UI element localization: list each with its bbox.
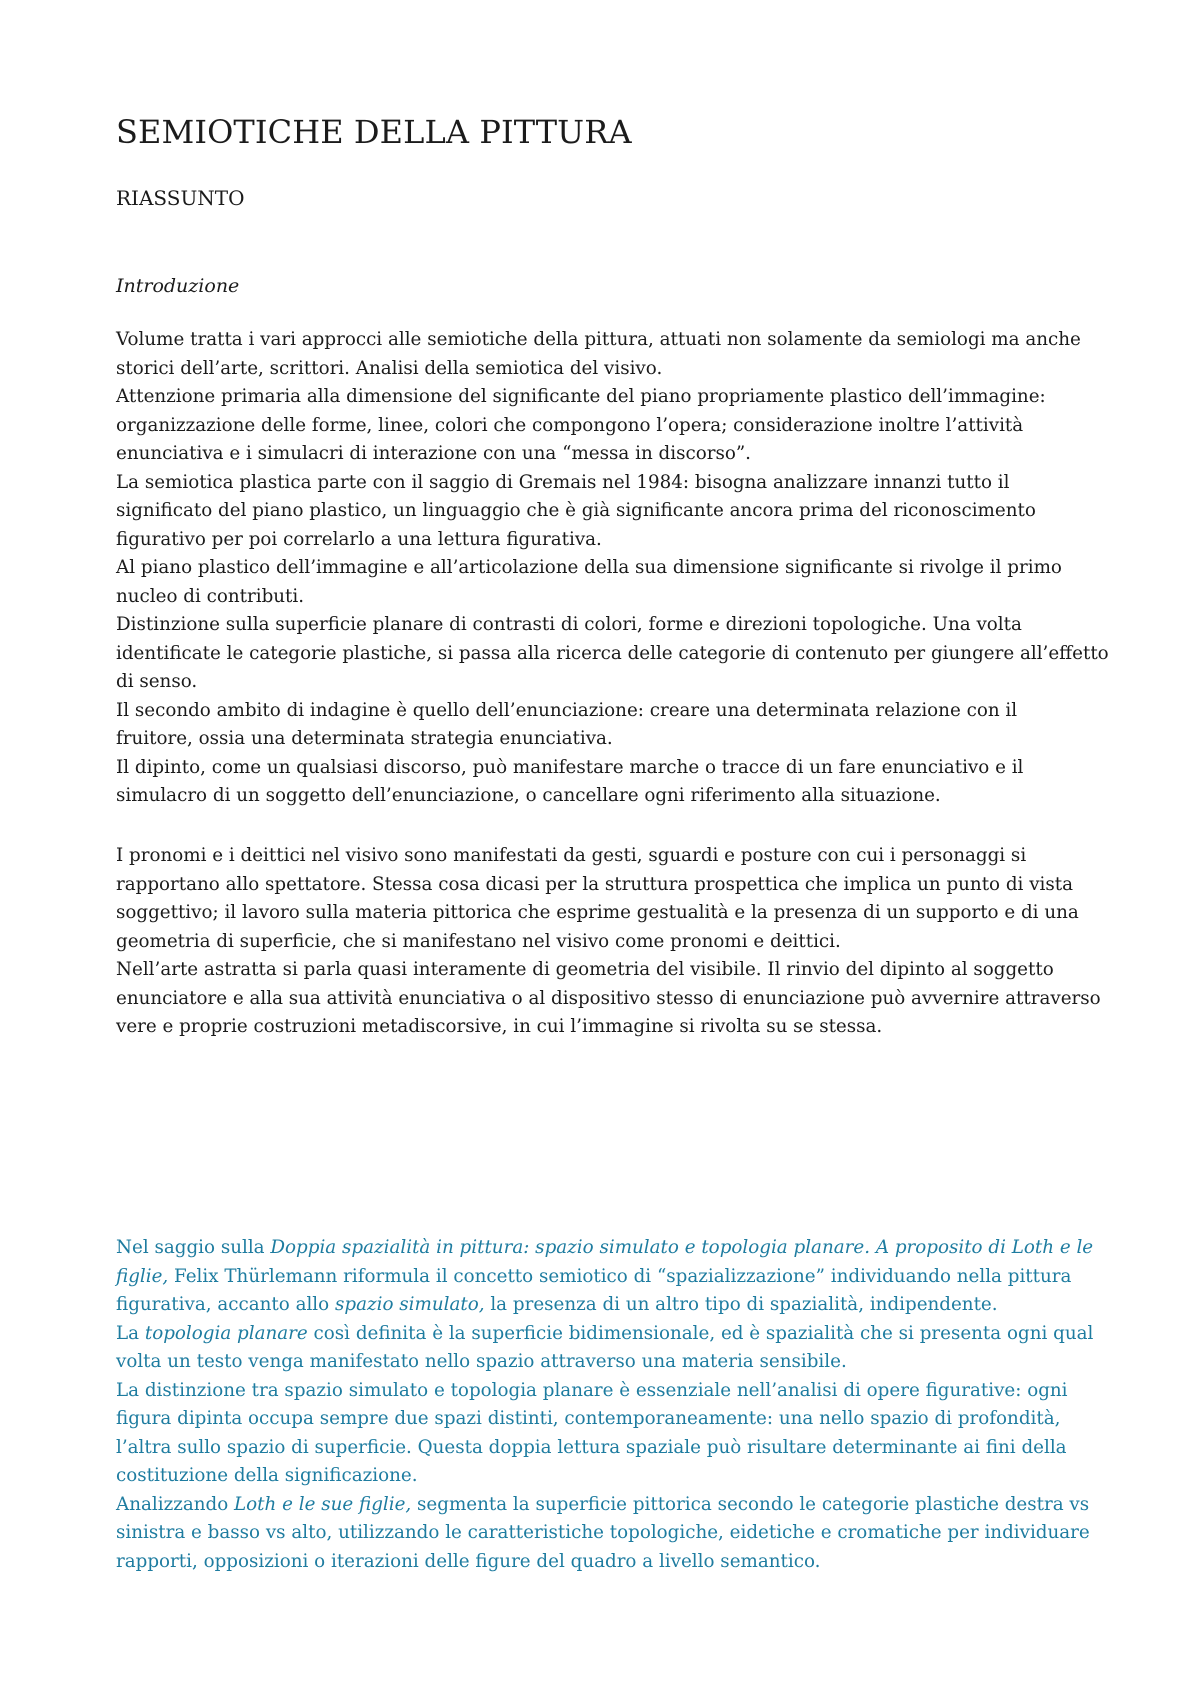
section-heading-introduzione: Introduzione <box>116 275 240 297</box>
text-line: soggettivo; il lavoro sulla materia pittorica che esprime gestualità e la presenza di un supporto e di una <box>116 902 1079 923</box>
text-line: identificate le categorie plastiche, si passa alla ricerca delle categorie di contenuto per giungere all’effetto <box>116 642 1109 664</box>
text-line: di senso. <box>116 671 198 692</box>
text-run: Nel saggio sulla <box>116 1237 271 1258</box>
text-line <box>116 1234 1094 1263</box>
italic-term-run: topologia planare <box>144 1322 308 1344</box>
text-line: nucleo di contributi. <box>116 585 305 607</box>
text-line: Volume tratta i vari approcci alle semiotiche della pittura, attuati non solamente da semiologi ma anche <box>116 329 1081 350</box>
text-line: costituzione della significazione. <box>116 1465 418 1486</box>
text-run: così definita è la superficie bidimensionale, ed è spazialità che si presenta ogni qual <box>307 1322 1094 1344</box>
text-line: volta un testo venga manifestato nello spazio attraverso una materia sensibile. <box>116 1351 847 1372</box>
text-line: fruitore, ossia una determinata strategia enunciativa. <box>116 728 613 749</box>
document-subtitle: RIASSUNTO <box>116 186 245 210</box>
italic-title-run: Doppia spazialità in pittura: spazio simulato e topologia planare. A proposito di Loth e le <box>270 1237 1094 1258</box>
text-line: organizzazione delle forme, linee, colori che compongono l’opera; considerazione inoltre l’attività <box>116 414 1024 436</box>
intro-paragraph-block <box>116 326 1109 811</box>
text-line: Attenzione primaria alla dimensione del significante del piano propriamente plastico dell’immagine: <box>116 386 1046 407</box>
text-line: vere e proprie costruzioni metadiscorsive, in cui l’immagine si rivolta su se stessa. <box>116 1016 883 1037</box>
text-line: Al piano plastico dell’immagine e all’articolazione della sua dimensione significante si rivolge il primo <box>116 557 1062 578</box>
text-run: figurativa, accanto allo <box>116 1294 335 1315</box>
text-line: Nell’arte astratta si parla quasi interamente di geometria del visibile. Il rinvio del dipinto al soggetto <box>116 959 1054 980</box>
text-line: Distinzione sulla superficie planare di contrasti di colori, forme e direzioni topologiche. Una volta <box>116 614 1022 635</box>
text-line: simulacro di un soggetto dell’enunciazione, o cancellare ogni riferimento alla situazione. <box>116 785 941 806</box>
italic-title-run: figlie, <box>116 1265 169 1287</box>
text-run: Felix Thürlemann riformula il concetto semiotico di “spazializzazione” individuando nella pittura <box>168 1265 1072 1287</box>
text-run: Analizzando <box>116 1493 235 1515</box>
text-line: enunciatore e alla sua attività enunciativa o al dispositivo stesso di enunciazione può avvernire attraverso <box>116 987 1101 1009</box>
text-run: segmenta la superficie pittorica secondo le categorie plastiche destra vs <box>411 1493 1090 1515</box>
text-line <box>116 1320 1094 1349</box>
text-line: Il secondo ambito di indagine è quello dell’enunciazione: creare una determinata relazione con il <box>116 699 1018 721</box>
text-line: sinistra e basso vs alto, utilizzando le caratteristiche topologiche, eidetiche e cromatiche per individuare <box>116 1522 1090 1543</box>
text-line: figura dipinta occupa sempre due spazi distinti, contemporaneamente: una nello spazio di profondità, <box>116 1408 1061 1429</box>
text-line: geometria di superficie, che si manifestano nel visivo come pronomi e deittici. <box>116 930 841 952</box>
text-line <box>116 1291 1046 1320</box>
text-run: la presenza di un altro tipo di spazialità, indipendente. <box>484 1294 998 1315</box>
text-line: La distinzione tra spazio simulato e topologia planare è essenziale nell’analisi di opere figurative: ogni <box>116 1379 1068 1401</box>
deixis-paragraph-block <box>116 842 1101 1042</box>
text-line <box>116 1491 1090 1520</box>
highlighted-paragraph-block <box>116 1234 1094 1576</box>
text-line: figurativo per poi correlarlo a una lettura figurativa. <box>116 528 602 550</box>
italic-title-run: Loth e le sue figlie, <box>234 1493 412 1515</box>
text-line: enunciativa e i simulacri di interazione con una “messa in discorso”. <box>116 443 751 464</box>
text-line: Il dipinto, come un qualsiasi discorso, può manifestare marche o tracce di un fare enunciativo e il <box>116 756 1024 778</box>
text-line: La semiotica plastica parte con il saggio di Gremais nel 1984: bisogna analizzare innanzi tutto il <box>116 471 1010 493</box>
text-line: storici dell’arte, scrittori. Analisi della semiotica del visivo. <box>116 357 663 379</box>
text-line: rapporti, opposizioni o iterazioni delle figure del quadro a livello semantico. <box>116 1550 821 1572</box>
document-title: SEMIOTICHE DELLA PITTURA <box>116 113 632 151</box>
text-line: I pronomi e i deittici nel visivo sono manifestati da gesti, sguardi e posture con cui i personaggi si <box>116 845 1027 866</box>
text-line: significato del piano plastico, un linguaggio che è già significante ancora prima del riconoscimento <box>116 500 1036 521</box>
text-run: La <box>116 1322 145 1344</box>
italic-term-run: spazio simulato, <box>334 1294 485 1315</box>
text-line: rapportano allo spettatore. Stessa cosa dicasi per la struttura prospettica che implica un punto di vista <box>116 873 1074 895</box>
text-line: l’altra sullo spazio di superficie. Questa doppia lettura spaziale può risultare determinante ai fini della <box>116 1436 1067 1458</box>
text-line <box>116 1263 1072 1292</box>
